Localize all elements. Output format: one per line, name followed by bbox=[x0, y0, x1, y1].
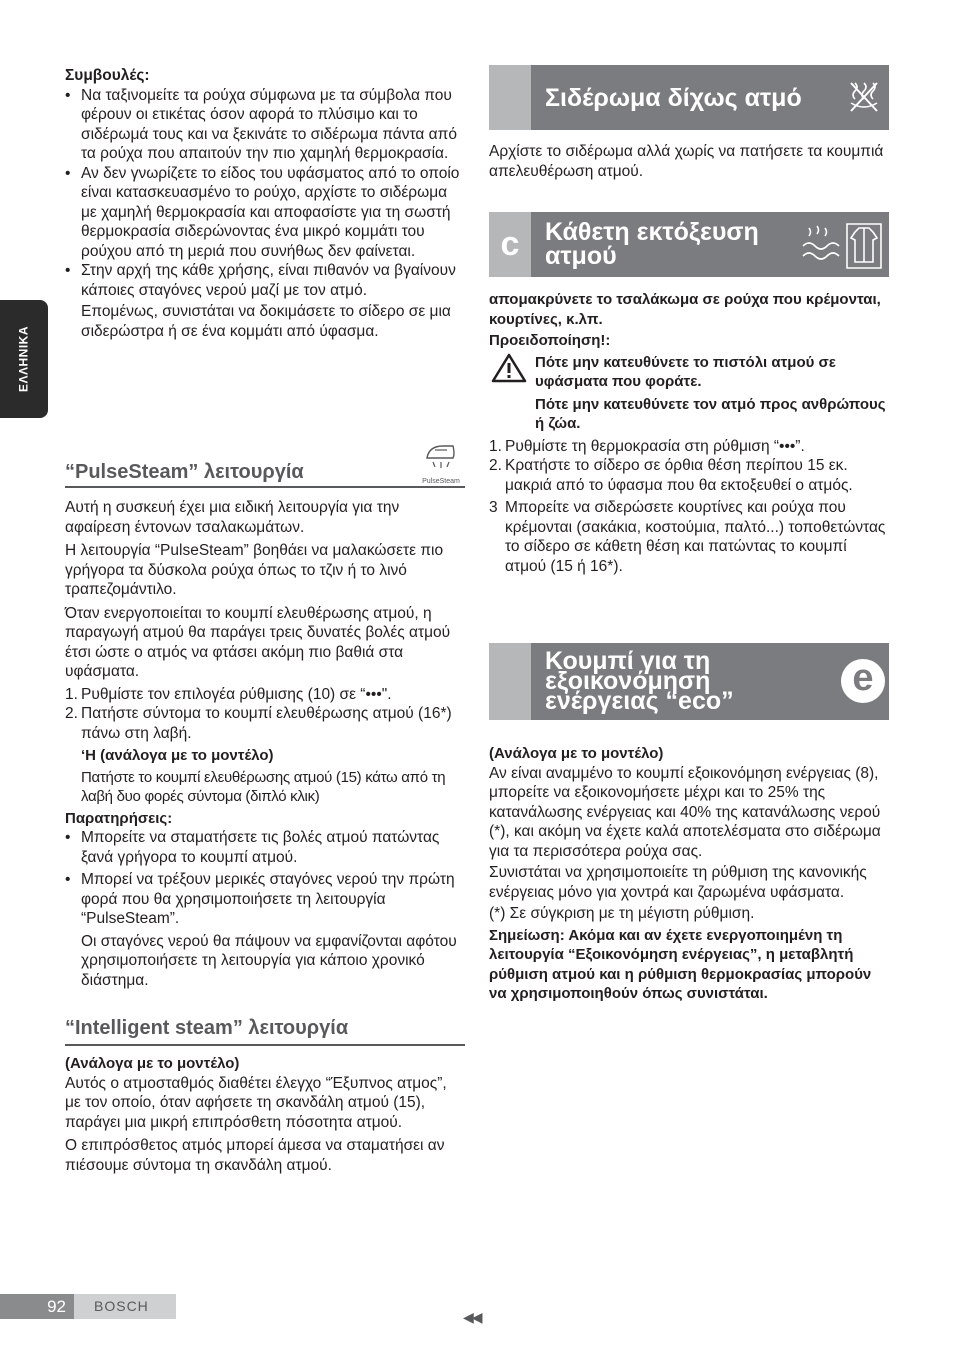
language-tab bbox=[0, 300, 48, 418]
step-number: 1. bbox=[65, 685, 78, 703]
eco-title-line3: ενέργειας “eco” bbox=[545, 687, 734, 715]
intelligent-heading: “Intelligent steam” λειτουργία bbox=[65, 1017, 349, 1039]
pulse-paragraph: Η λειτουργία “PulseSteam” βοηθάει να μαλακώσετε πιο γρήγορα τα δύσκολα ρούχα όπως το τζιν ή το λινό τραπεζομάντιλο. bbox=[65, 542, 444, 598]
section-letter: c bbox=[500, 224, 520, 263]
vertical-steam-title-line1: Κάθετη εκτόξευση bbox=[545, 218, 759, 246]
pulsesteam-icon bbox=[417, 440, 465, 486]
pulse-notes-after: Οι σταγόνες νερού θα πάψουν να εμφανίζονται αφότου χρησιμοποιήσετε τη λειτουργία για κάποιο χρονικό διάστημα. bbox=[81, 932, 457, 989]
pulse-alt-text: Πατήστε το κουμπί ελευθέρωσης ατμού (15) κάτω από τη λαβή δυο φορές σύντομα (διπλό κλικ) bbox=[81, 768, 446, 805]
step-text: Ρυθμίστε τη θερμοκρασία στη ρύθμιση “•••”. bbox=[505, 437, 805, 455]
eco-note: Σημείωση: Ακόμα και αν έχετε ενεργοποιημένη τη λειτουργία “Εξοικονόμηση ενέργειας”, η μεταβλητή ρύθμιση ατμού και η ρύθμιση θερμοκρασίας μπορούν να χρησιμοποιηθούν όπως συνιστάται. bbox=[489, 926, 872, 1002]
tips-item: • Να ταξινομείτε τα ρούχα σύμφωνα με τα σύμβολα που φέρουν οι ετικέτας όσον αφορά το πλύσιμο και το σιδέρωμά τους και να ξεκινάτε το σιδέρωμα πάντα από τα ρούχα που απαιτούν την πιο χαμηλή θερμοκρασία. bbox=[65, 86, 465, 164]
dry-ironing-text: Αρχίστε το σιδέρωμα αλλά χωρίς να πατήσετε τα κουμπιά απελευθέρωση ατμού. bbox=[489, 143, 884, 180]
step-text: Μπορείτε να σιδερώσετε κουρτίνες και ρούχα που κρέμονται (σακάκια, κοστούμια, παλτό...) τοποθετώντας το σίδερο σε κάθετη θέση και πατώντας το κουμπί ατμού (15 ή 16*). bbox=[505, 499, 886, 575]
tips-heading: Συμβουλές: bbox=[65, 67, 150, 84]
step-number: 2. bbox=[65, 705, 78, 722]
tips-list bbox=[65, 86, 465, 301]
step-text: Πατήστε σύντομα το κουμπί ελευθέρωσης ατμού (16*) πάνω στη λαβή. bbox=[81, 705, 452, 742]
eco-title bbox=[545, 647, 734, 715]
step-text: Ρυθμίστε τον επιλογέα ρύθμισης (10) σε “•••". bbox=[81, 685, 392, 703]
pulse-notes-heading: Παρατηρήσεις: bbox=[65, 809, 173, 827]
brand-name: BOSCH bbox=[94, 1298, 149, 1314]
eco-title-line1: Κουμπί για τη bbox=[545, 647, 711, 675]
vertical-steam-title-line2: ατμού bbox=[545, 242, 617, 270]
intelligent-paragraph: Αυτός ο ατμοσταθμός διαθέτει έλεγχο “Έξυπνος ατμος”, με τον οποίο, όταν αφήσετε τη σκανδάλη ατμού (15), παράγει μια μικρή επιπρόσθετη πόσοτητα ατμού. bbox=[65, 1074, 447, 1131]
vertical-step bbox=[489, 437, 891, 457]
vertical-step bbox=[489, 456, 891, 495]
banner-tab bbox=[489, 212, 531, 277]
tips-after: Επομένως, συνιστάται να δοκιμάσετε το σίδερο σε μια σιδερώστρα ή σε ένα κομμάτι από ύφασμα. bbox=[81, 303, 451, 340]
eco-content bbox=[489, 744, 891, 1004]
pulse-notes-list bbox=[65, 828, 465, 929]
eco-paragraph: Συνιστάται να χρησιμοποιείτε τη ρύθμιση της κανονικής ενέργειας μόνο για χοντρά και ζαρωμένα υφάσματα. bbox=[489, 864, 867, 901]
eco-paragraph: Αν είναι αναμμένο το κουμπί εξοικονόμηση ενέργειας (8), μπορείτε να εξοικονομήσετε μέχρι και το 25% της κατανάλωσης ενέργειας και 40% της κατανάλωσης νερού (*), και ακόμη να έχετε καλά αποτελέσματα στο σιδέρωμα για τα περισσότερα ρούχα σας. bbox=[489, 764, 881, 860]
warning-icon bbox=[491, 353, 527, 389]
intelligent-heading-row bbox=[65, 1016, 465, 1046]
intelligent-paragraph: Ο επιπρόσθετος ατμός μπορεί άμεσα να σταματήσει αν πιέσουμε σύντομα τη σκανδάλη ατμού. bbox=[65, 1137, 445, 1174]
warning-label: Προειδοποίηση!: bbox=[489, 332, 611, 349]
eco-model: (Ανάλογα με το μοντέλο) bbox=[489, 745, 664, 762]
vertical-steam-banner bbox=[489, 212, 889, 277]
eco-icon bbox=[841, 659, 885, 703]
tips-item: • Στην αρχή της κάθε χρήσης, είναι πιθανόν να βγαίνουν κάποιες σταγόνες νερού μαζί με τον ατμό. bbox=[65, 261, 465, 300]
pulse-heading-row bbox=[65, 440, 465, 488]
vertical-steam-intro: απομακρύνετε το τσαλάκωμα σε ρούχα που κρέμονται, κουρτίνες, κ.λπ. bbox=[489, 291, 881, 328]
eco-paragraph: (*) Σε σύγκριση με τη μέγιστη ρύθμιση. bbox=[489, 905, 755, 922]
vertical-step bbox=[489, 498, 891, 576]
pulse-note: • Μπορεί να τρέξουν μερικές σταγόνες νερού την πρώτη φορά που θα χρησιμοποιήσετε τη λειτουργία “PulseSteam”. bbox=[65, 870, 465, 929]
vertical-steam-icon bbox=[799, 220, 885, 276]
eco-banner bbox=[489, 643, 889, 720]
page-number: 92 bbox=[0, 1294, 74, 1319]
banner-tab bbox=[489, 65, 531, 130]
tips-item: • Αν δεν γνωρίζετε το είδος του υφάσματος από το οποίο είναι κατασκευασμένο το ρούχο, αρχίστε το σιδέρωμα με χαμηλή θερμοκρασία και αποφασίστε για τη σωστή θερμοκρασία σιδερώνοντας ένα μικρό κομμάτι του ρούχου από τη μεριά που συνήθως δεν φαίνεται. bbox=[65, 164, 465, 262]
page-nav-icon[interactable]: ◀◀ bbox=[463, 1309, 481, 1325]
no-steam-icon bbox=[847, 79, 881, 121]
pulse-step bbox=[65, 704, 465, 743]
step-number: 1. bbox=[489, 437, 502, 455]
vertical-steam-title bbox=[545, 220, 759, 268]
step-number: 2. bbox=[489, 457, 502, 474]
eco-title-line2: εξοικονόμηση bbox=[545, 667, 711, 695]
dry-ironing-banner bbox=[489, 65, 889, 130]
warning-text: Πότε μην κατευθύνετε το πιστόλι ατμού σε υφάσματα που φοράτε. bbox=[535, 353, 836, 390]
pulse-paragraph: Αυτή η συσκευή έχει μια ειδική λειτουργία για την αφαίρεση έντονων τσαλακωμάτων. bbox=[65, 499, 400, 536]
tips-section bbox=[65, 66, 465, 341]
banner-tab bbox=[489, 643, 531, 720]
page-footer bbox=[0, 1294, 176, 1319]
pulse-note: • Μπορείτε να σταματήσετε τις βολές ατμού πατώντας ξανά γρήγορα το κουμπί ατμού. bbox=[65, 828, 465, 867]
language-tab-label: ΕΛΛΗΝΙΚΑ bbox=[16, 325, 31, 393]
pulse-section bbox=[65, 440, 465, 990]
intelligent-model: (Ανάλογα με το μοντέλο) bbox=[65, 1055, 240, 1072]
warning-text: Πότε μην κατευθύνετε τον ατμό προς ανθρώπους ή ζώα. bbox=[535, 395, 886, 432]
warning-block bbox=[489, 353, 891, 434]
dry-ironing-title: Σιδέρωμα δίχως ατμό bbox=[545, 83, 802, 112]
vertical-steam-content bbox=[489, 290, 891, 576]
pulse-paragraph: Όταν ενεργοποιείται το κουμπί ελευθέρωσης ατμού, η παραγωγή ατμού θα παράγει τρεις δυνατές βολές ατμού έτσι ώστε ο ατμός να φτάσει ακόμη πιο βαθιά στα υφάσματα. bbox=[65, 604, 451, 680]
step-text: Κρατήστε το σίδερο σε όρθια θέση περίπου 15 εκ. μακριά από το ύφασμα που θα εκτοξευθεί ο ατμός. bbox=[505, 457, 853, 494]
pulsesteam-icon-label: PulseSteam bbox=[422, 477, 460, 485]
pulse-heading: “PulseSteam” λειτουργία bbox=[65, 461, 304, 483]
pulse-alt-title: ‘Η (ανάλογα με το μοντέλο) bbox=[81, 747, 274, 764]
intelligent-section bbox=[65, 1016, 465, 1175]
eco-icon-letter: e bbox=[852, 657, 874, 699]
step-number: 3 bbox=[489, 499, 498, 516]
pulse-step bbox=[65, 685, 465, 705]
